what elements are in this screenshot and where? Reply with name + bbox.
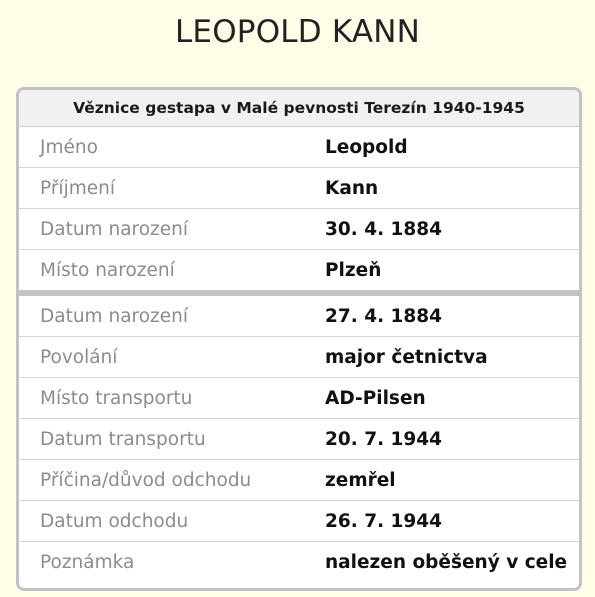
- record-row-note: [19, 542, 579, 582]
- record-row-departure-date: [19, 501, 579, 542]
- record-card: [16, 87, 582, 591]
- field-label: Datum transportu: [40, 428, 206, 450]
- field-label: Jméno: [40, 136, 98, 158]
- field-label: Datum narození: [40, 218, 188, 240]
- field-label: Příčina/důvod odchodu: [40, 469, 252, 491]
- record-row-birth-place: [19, 250, 579, 290]
- field-value: nalezen oběšený v cele: [325, 551, 568, 573]
- field-value: 26. 7. 1944: [325, 510, 443, 532]
- field-value: 30. 4. 1884: [325, 218, 443, 240]
- record-row-birth-date: [19, 209, 579, 250]
- field-value: Plzeň: [325, 259, 382, 281]
- record-row-transport-place: [19, 378, 579, 419]
- field-value: AD-Pilsen: [325, 387, 426, 409]
- record-section-prison: [19, 296, 579, 582]
- record-row-birth-date-alt: [19, 296, 579, 337]
- record-row-occupation: [19, 337, 579, 378]
- field-value: major četnictva: [325, 346, 488, 368]
- record-row-first-name: [19, 127, 579, 168]
- field-value: 20. 7. 1944: [325, 428, 443, 450]
- page-title: LEOPOLD KANN: [174, 14, 421, 50]
- record-row-transport-date: [19, 419, 579, 460]
- field-value: zemřel: [325, 469, 396, 491]
- field-value: 27. 4. 1884: [325, 305, 443, 327]
- field-value: Leopold: [325, 136, 408, 158]
- field-label: Příjmení: [40, 177, 115, 199]
- record-row-departure-reason: [19, 460, 579, 501]
- field-value: Kann: [325, 177, 379, 199]
- field-label: Datum odchodu: [40, 510, 189, 532]
- card-header: Věznice gestapa v Malé pevnosti Terezín 1940-1945: [19, 90, 579, 127]
- record-section-personal: [19, 127, 579, 290]
- field-label: Povolání: [40, 346, 118, 368]
- record-row-surname: [19, 168, 579, 209]
- field-label: Místo transportu: [40, 387, 193, 409]
- field-label: Poznámka: [40, 551, 135, 573]
- field-label: Datum narození: [40, 305, 188, 327]
- field-label: Místo narození: [40, 259, 175, 281]
